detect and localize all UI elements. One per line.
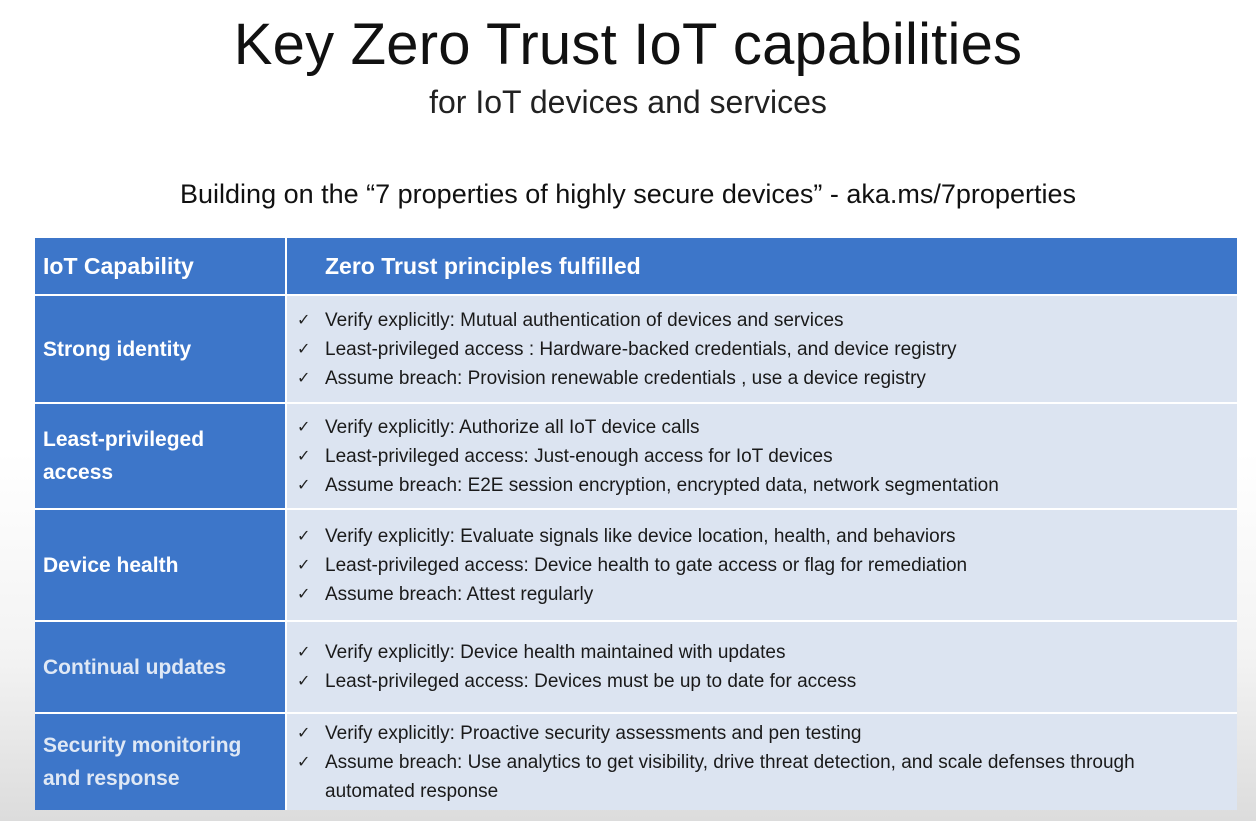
checkmark-icon: ✓ bbox=[297, 527, 311, 545]
principles-cell bbox=[287, 622, 1237, 712]
capability-cell: Least-privileged access bbox=[35, 404, 287, 508]
table-row bbox=[35, 296, 1237, 404]
list-item: ✓ Least-privileged access: Just-enough access for IoT devices bbox=[297, 442, 1237, 471]
table-header-row bbox=[35, 238, 1237, 296]
list-item: ✓ Least-privileged access: Device health to gate access or flag for remediation bbox=[297, 551, 1237, 580]
list-item: ✓ Verify explicitly: Proactive security assessments and pen testing bbox=[297, 719, 1237, 748]
list-item: ✓ Assume breach: Provision renewable credentials , use a device registry bbox=[297, 364, 1237, 393]
checkmark-icon: ✓ bbox=[297, 476, 311, 494]
list-item: ✓ Least-privileged access : Hardware-backed credentials, and device registry bbox=[297, 335, 1237, 364]
checkmark-icon: ✓ bbox=[297, 340, 311, 358]
list-item: ✓ Assume breach: Use analytics to get visibility, drive threat detection, and scale defenses through automated response bbox=[297, 748, 1237, 806]
table-row bbox=[35, 714, 1237, 810]
slide-subtitle: for IoT devices and services bbox=[429, 84, 827, 120]
principles-cell bbox=[287, 404, 1237, 508]
capability-cell: Security monitoring and response bbox=[35, 714, 287, 810]
list-item: ✓ Assume breach: E2E session encryption, encrypted data, network segmentation bbox=[297, 471, 1237, 500]
list-item: ✓ Verify explicitly: Device health maintained with updates bbox=[297, 638, 1237, 667]
list-item: ✓ Verify explicitly: Evaluate signals like device location, health, and behaviors bbox=[297, 522, 1237, 551]
principles-cell bbox=[287, 714, 1237, 810]
capability-cell: Strong identity bbox=[35, 296, 287, 402]
checkmark-icon: ✓ bbox=[297, 724, 311, 742]
header-capability: IoT Capability bbox=[35, 238, 287, 294]
capability-cell: Device health bbox=[35, 510, 287, 620]
table-row bbox=[35, 622, 1237, 714]
checkmark-icon: ✓ bbox=[297, 311, 311, 329]
checkmark-icon: ✓ bbox=[297, 753, 311, 771]
checkmark-icon: ✓ bbox=[297, 644, 311, 661]
capabilities-table bbox=[35, 238, 1237, 810]
principles-cell bbox=[287, 510, 1237, 620]
checkmark-icon: ✓ bbox=[297, 556, 311, 574]
list-item: ✓ Least-privileged access: Devices must be up to date for access bbox=[297, 667, 1237, 696]
list-item: ✓ Verify explicitly: Mutual authentication of devices and services bbox=[297, 306, 1237, 335]
checkmark-icon: ✓ bbox=[297, 585, 311, 603]
table-row bbox=[35, 510, 1237, 622]
checkmark-icon: ✓ bbox=[297, 673, 311, 690]
checkmark-icon: ✓ bbox=[297, 447, 311, 465]
building-on-line: Building on the “7 properties of highly secure devices” - aka.ms/7properties bbox=[180, 179, 1076, 209]
checkmark-icon: ✓ bbox=[297, 418, 311, 436]
table-row bbox=[35, 404, 1237, 510]
checkmark-icon: ✓ bbox=[297, 369, 311, 387]
list-item: ✓ Assume breach: Attest regularly bbox=[297, 580, 1237, 609]
capability-cell: Continual updates bbox=[35, 622, 287, 712]
principles-cell bbox=[287, 296, 1237, 402]
slide-title: Key Zero Trust IoT capabilities bbox=[233, 12, 1023, 77]
list-item: ✓ Verify explicitly: Authorize all IoT device calls bbox=[297, 413, 1237, 442]
header-principles: Zero Trust principles fulfilled bbox=[325, 252, 641, 279]
